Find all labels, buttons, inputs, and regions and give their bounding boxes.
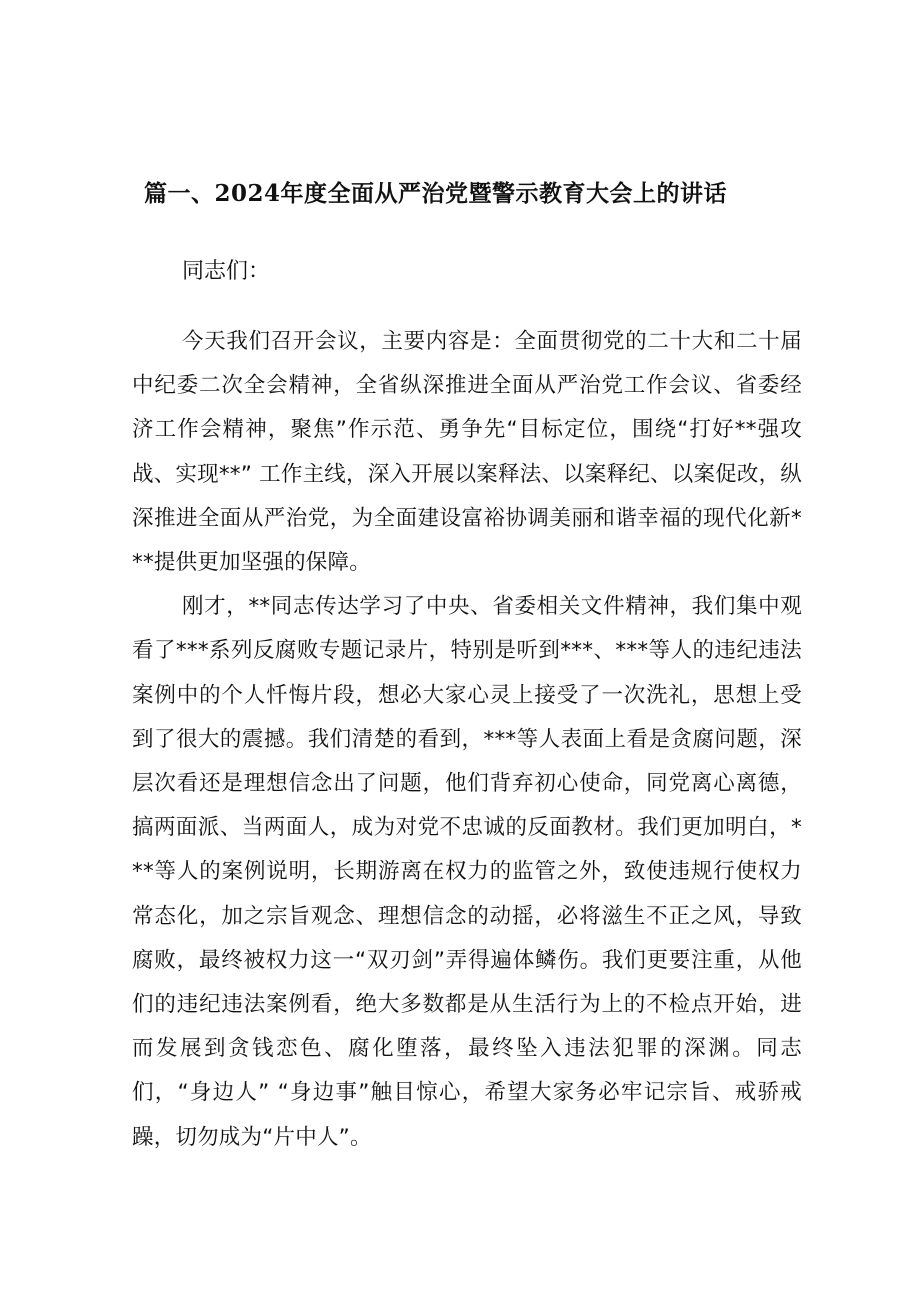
paragraph-opening: 今天我们召开会议，主要内容是：全面贯彻党的二十大和二十届中纪委二次全会精神，全省纵深推进全面从严治党工作会议、省委经济工作会精神，聚焦”作示范、勇争先“目标定位，围绕“打好**强攻战、实现**” 工作主线，深入开展以案释法、以案释纪、以案促改，纵深推进全面从严治党，为全面建设富裕协调美丽和谐幸福的现代化新***提供更加坚强的保障。 bbox=[132, 329, 802, 576]
document-title: 篇一、2024年度全面从严治党暨警示教育大会上的讲话 bbox=[144, 180, 728, 207]
document-body bbox=[132, 320, 802, 1160]
paragraph-warning-cases: 刚才，**同志传达学习了中央、省委相关文件精神，我们集中观看了***系列反腐败专题记录片，特别是听到***、***等人的违纪违法案例中的个人忏悔片段，想必大家心灵上接受了一次洗礼，思想上受到了很大的震撼。我们清楚的看到，***等人表面上看是贪腐问题，深层次看还是理想信念出了问题，他们背弃初心使命，同党离心离德，搞两面派、当两面人，成为对党不忠诚的反面教材。我们更加明白，***等人的案例说明，长期游离在权力的监管之外，致使违规行使权力常态化，加之宗旨观念、理想信念的动摇，必将滋生不正之风，导致腐败，最终被权力这一“双刃剑”弄得遍体鳞伤。我们更要注重，从他们的违纪违法案例看，绝大多数都是从生活行为上的不检点开始，进而发展到贪钱恋色、腐化堕落，最终坠入违法犯罪的深渊。同志们，“身边人” “身边事”触目惊心，希望大家务必牢记宗旨、戒骄戒躁，切勿成为“片中人”。 bbox=[132, 594, 802, 1150]
salutation: 同志们： bbox=[182, 259, 271, 284]
